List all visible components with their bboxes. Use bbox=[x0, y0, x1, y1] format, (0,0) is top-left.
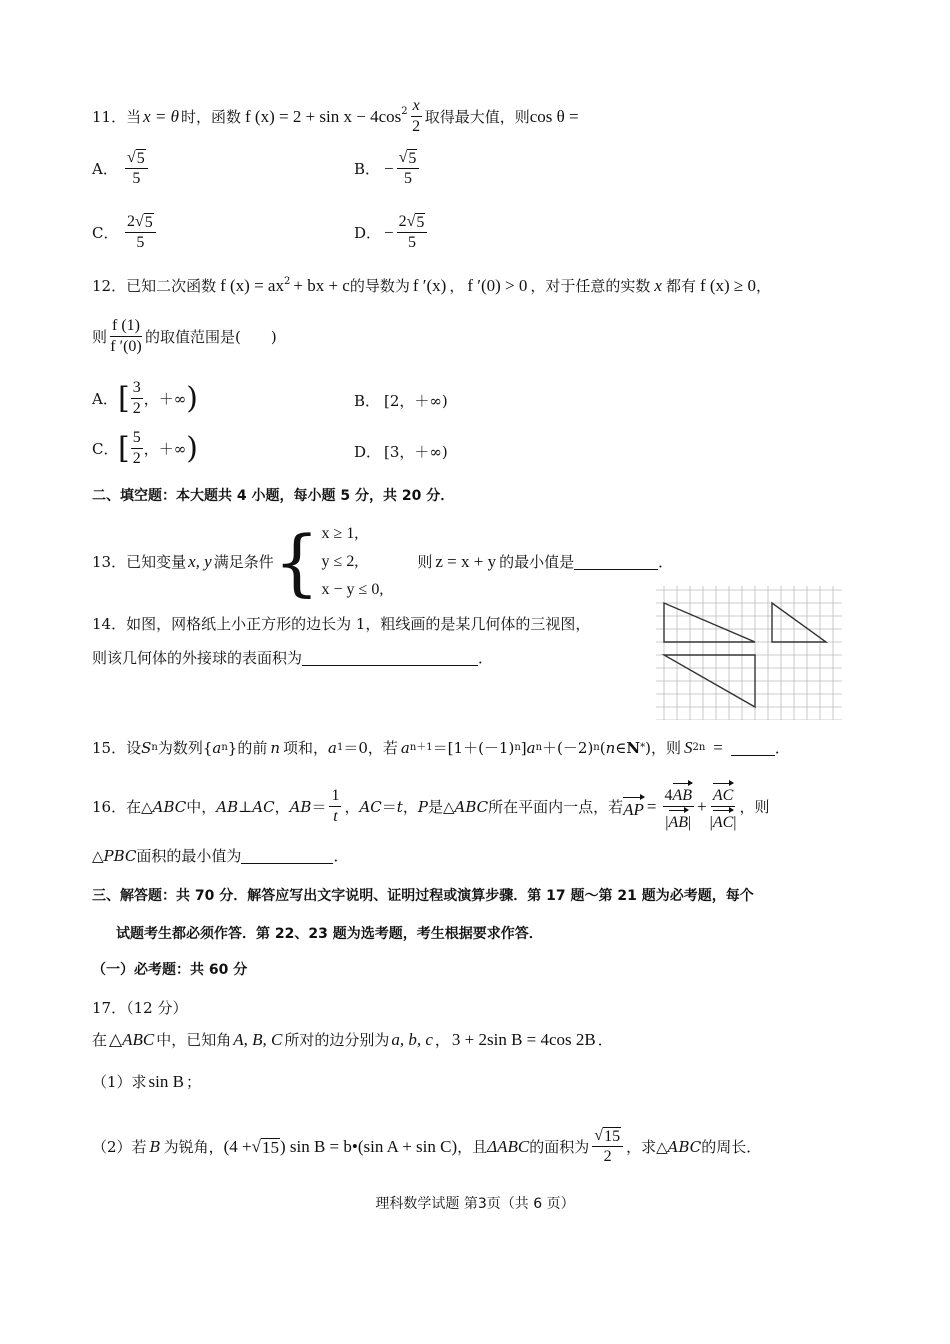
option-a bbox=[92, 148, 151, 189]
text: ＝0，若 bbox=[343, 739, 398, 757]
constraint: x ≥ 1, bbox=[321, 525, 359, 542]
math: f (x) ≥ 0 bbox=[699, 276, 757, 295]
denominator: 2 bbox=[603, 1148, 612, 1165]
math: z = x + y bbox=[435, 552, 497, 571]
constraints bbox=[322, 524, 384, 600]
math: t bbox=[396, 797, 403, 816]
subscript: n bbox=[151, 742, 158, 753]
question-number: 11． bbox=[92, 107, 127, 126]
subscript: n bbox=[221, 742, 228, 753]
numerator bbox=[397, 148, 420, 169]
text: 已知二次函数 bbox=[126, 277, 217, 295]
sqrt-sign: √ bbox=[594, 1127, 604, 1144]
numerator: f (1) bbox=[110, 316, 142, 337]
option-label: A． bbox=[92, 159, 118, 178]
math: n bbox=[605, 739, 616, 757]
sqrt bbox=[252, 1137, 280, 1157]
fraction bbox=[592, 1126, 623, 1167]
math: + bbox=[697, 796, 707, 816]
text: 为锐角， bbox=[163, 1137, 224, 1156]
exponent: n bbox=[514, 742, 521, 753]
text: ⊥ bbox=[238, 797, 253, 816]
denominator: |AB| bbox=[665, 807, 691, 833]
fraction bbox=[411, 96, 422, 137]
text: ， bbox=[434, 1031, 450, 1049]
text: ，则 bbox=[739, 797, 770, 816]
text: 中，已知角 bbox=[156, 1031, 232, 1049]
math: n bbox=[270, 739, 281, 757]
bracket: [ bbox=[118, 380, 130, 416]
text: 当 bbox=[126, 107, 142, 126]
text: 的导数为 bbox=[349, 277, 410, 295]
math: P bbox=[417, 797, 428, 816]
text: 所在平面内一点，若 bbox=[488, 797, 624, 816]
math: S bbox=[141, 739, 152, 757]
text: 满足条件 bbox=[213, 553, 274, 571]
math: AC bbox=[252, 797, 275, 816]
radicand: 15 bbox=[261, 1137, 279, 1157]
math: AB bbox=[216, 797, 239, 816]
sqrt-sign: √ bbox=[127, 149, 136, 166]
math: AB bbox=[289, 797, 312, 816]
answer-blank[interactable] bbox=[731, 741, 775, 756]
text: ，＋∞ bbox=[143, 439, 187, 458]
math: = bbox=[713, 738, 723, 757]
vector-ac: AC bbox=[713, 807, 733, 833]
math: cos θ = bbox=[529, 106, 579, 126]
radicand: 5 bbox=[144, 214, 153, 231]
text: }的前 bbox=[227, 739, 268, 757]
vector-ab: AB bbox=[673, 780, 693, 806]
constraint-system bbox=[273, 520, 384, 604]
text: 的面积为 bbox=[529, 1137, 590, 1156]
option-label: D． bbox=[354, 443, 382, 461]
text: ＝ bbox=[311, 797, 327, 816]
text: 则 bbox=[92, 327, 108, 346]
option-b bbox=[354, 148, 422, 189]
option-label: B． bbox=[354, 392, 381, 410]
question-number: 16． bbox=[92, 797, 127, 816]
math: ABC bbox=[667, 1137, 702, 1156]
text: ＝[1＋(－1) bbox=[432, 739, 515, 757]
question-number: 15． bbox=[92, 739, 127, 757]
constraint: y ≤ 2, bbox=[321, 553, 359, 570]
text: [2，＋∞) bbox=[384, 392, 448, 410]
math: AC bbox=[359, 797, 382, 816]
question-14 bbox=[92, 614, 590, 634]
math: A, B, C bbox=[233, 1030, 283, 1049]
fraction bbox=[131, 428, 143, 469]
question-13 bbox=[92, 520, 674, 604]
option-b bbox=[354, 391, 448, 411]
text: （2）若 bbox=[92, 1137, 147, 1156]
sqrt-sign: √ bbox=[135, 213, 144, 230]
option-label: C． bbox=[92, 223, 119, 242]
vector-ab: AB bbox=[669, 807, 689, 833]
denominator: 5 bbox=[136, 234, 145, 251]
subsection-heading: （一）必考题：共 60 分 bbox=[92, 962, 248, 978]
option-d bbox=[354, 212, 430, 253]
exponent: * bbox=[640, 742, 646, 753]
question-17-part1 bbox=[92, 1072, 201, 1092]
text: 都有 bbox=[665, 277, 696, 295]
side-view bbox=[772, 603, 826, 642]
math: S bbox=[683, 738, 693, 757]
math: B bbox=[149, 1137, 161, 1156]
radicand: 5 bbox=[416, 214, 425, 231]
question-12-line2 bbox=[92, 316, 277, 357]
fraction bbox=[125, 212, 156, 253]
fraction bbox=[397, 148, 420, 189]
option-d bbox=[354, 442, 448, 462]
numerator: x bbox=[411, 96, 422, 117]
math: ABC bbox=[152, 797, 187, 816]
text: 所对的边分别为 bbox=[284, 1031, 390, 1049]
fraction bbox=[397, 212, 428, 253]
denominator: 5 bbox=[403, 170, 412, 187]
numerator: 1 bbox=[329, 786, 341, 807]
page-footer: 理科数学试题 第3页（共 6 页） bbox=[375, 1196, 575, 1212]
text: ， bbox=[402, 797, 418, 816]
question-16-line2 bbox=[92, 846, 348, 866]
subscript: 2n bbox=[692, 742, 706, 753]
text: ． bbox=[333, 847, 349, 865]
text: 的最小值是 bbox=[499, 553, 575, 571]
math: (4 + bbox=[223, 1136, 252, 1156]
text: 中， bbox=[186, 797, 217, 816]
text: ， bbox=[274, 797, 290, 816]
math: sin B bbox=[148, 1072, 184, 1091]
sqrt-sign: √ bbox=[398, 149, 408, 166]
text: ∈ bbox=[615, 739, 627, 757]
question-16 bbox=[92, 780, 770, 833]
fraction bbox=[131, 378, 143, 419]
math: x bbox=[654, 276, 662, 295]
fraction bbox=[329, 786, 341, 827]
text: ， bbox=[756, 277, 772, 295]
text: ， bbox=[344, 797, 360, 816]
math: 3 + 2sin B = 4cos 2B bbox=[451, 1030, 596, 1049]
text: ． bbox=[774, 739, 790, 757]
section-heading: 三、解答题：共 70 分．解答应写出文字说明、证明过程或演算步骤．第 17 题～第 21 题为必考题，每个 bbox=[92, 888, 754, 904]
text: 已知变量 bbox=[126, 553, 187, 571]
question-17-header: 17．（12 分） bbox=[92, 999, 188, 1017]
math: x, y bbox=[188, 552, 212, 571]
radicand: 5 bbox=[408, 150, 417, 167]
text: 取得最大值，则 bbox=[424, 107, 530, 126]
denominator: t bbox=[333, 808, 338, 825]
exponent: 2 bbox=[401, 105, 408, 117]
question-15 bbox=[92, 738, 790, 758]
math: = bbox=[646, 796, 657, 816]
math: f (x) = ax bbox=[220, 276, 284, 295]
math: a bbox=[212, 739, 222, 757]
numerator: 5 bbox=[131, 428, 143, 449]
answer-blank[interactable] bbox=[302, 651, 478, 666]
text: ＝ bbox=[381, 797, 397, 816]
option-a bbox=[92, 378, 198, 419]
math: f ′(x) bbox=[412, 276, 447, 295]
three-view-figure bbox=[656, 586, 842, 720]
fraction bbox=[710, 780, 737, 833]
coefficient: 2 bbox=[127, 213, 135, 230]
math: a, b, c bbox=[391, 1030, 433, 1049]
text: 如图，网格纸上小正方形的边长为 1，粗线画的是某几何体的三视图， bbox=[126, 615, 591, 633]
math: + bx + c bbox=[293, 276, 350, 295]
text: 则 bbox=[417, 553, 433, 571]
denominator: 2 bbox=[412, 118, 421, 135]
grid-lines bbox=[656, 586, 842, 720]
bracket: ) bbox=[186, 380, 198, 416]
math: ABC bbox=[454, 797, 489, 816]
subscript: n＋1 bbox=[409, 742, 433, 753]
numerator bbox=[397, 212, 428, 233]
text: 的周长． bbox=[701, 1137, 762, 1156]
text: ( bbox=[599, 739, 606, 757]
subscript: n bbox=[535, 742, 543, 753]
option-c bbox=[92, 428, 198, 469]
vector-ap: AP bbox=[623, 794, 644, 820]
text: ，＋∞ bbox=[143, 389, 187, 408]
denominator: |AC| bbox=[710, 807, 737, 833]
text: 时，函数 bbox=[180, 107, 241, 126]
question-12 bbox=[92, 276, 771, 296]
text: 在 bbox=[92, 1031, 108, 1049]
text: 的取值范围是( ) bbox=[145, 327, 277, 346]
math: f (x) = 2 + sin x − 4cos bbox=[245, 106, 402, 126]
numerator bbox=[711, 780, 735, 807]
text: ] bbox=[520, 739, 527, 757]
radicand: 15 bbox=[604, 1128, 621, 1145]
question-14-line2 bbox=[92, 648, 493, 668]
math: ΔABC bbox=[487, 1136, 530, 1156]
question-11 bbox=[92, 96, 579, 137]
answer-blank[interactable] bbox=[574, 555, 658, 570]
text: ． bbox=[478, 649, 494, 667]
denominator: 2 bbox=[132, 450, 141, 467]
math: N bbox=[626, 739, 641, 757]
math: a bbox=[526, 739, 536, 757]
numerator bbox=[663, 780, 695, 807]
subscript: 1 bbox=[336, 742, 344, 753]
sign: − bbox=[384, 222, 394, 242]
text: ，且 bbox=[457, 1137, 488, 1156]
sign: − bbox=[384, 158, 394, 178]
math: f ′(0) > 0 bbox=[467, 276, 528, 295]
denominator: 5 bbox=[132, 170, 141, 187]
question-number: 12． bbox=[92, 277, 127, 295]
brace: { bbox=[273, 520, 320, 604]
vector-ac: AC bbox=[713, 780, 733, 806]
text: ，求△ bbox=[626, 1137, 668, 1156]
question-17-part2 bbox=[92, 1126, 761, 1167]
bracket: ) bbox=[186, 430, 198, 466]
answer-blank[interactable] bbox=[241, 849, 333, 864]
math: △ABC bbox=[109, 1030, 155, 1049]
text: ． bbox=[597, 1031, 613, 1049]
text: （1）求 bbox=[92, 1073, 147, 1091]
math: PBC bbox=[103, 847, 137, 865]
option-label: C． bbox=[92, 439, 119, 458]
math: a bbox=[400, 739, 410, 757]
fraction bbox=[125, 148, 148, 189]
math: a bbox=[328, 739, 337, 757]
text: ， bbox=[449, 277, 465, 295]
denominator: f ′(0) bbox=[110, 338, 142, 355]
section-heading-cont: 试题考生都必须作答．第 22、23 题为选考题，考生根据要求作答． bbox=[116, 926, 543, 942]
text: 是△ bbox=[427, 797, 455, 816]
constraint: x − y ≤ 0, bbox=[321, 581, 384, 598]
numerator: 3 bbox=[131, 378, 143, 399]
text: 则该几何体的外接球的表面积为 bbox=[92, 649, 303, 667]
coefficient: 4 bbox=[664, 787, 673, 804]
text: 面积的最小值为 bbox=[136, 847, 242, 865]
radicand: 5 bbox=[136, 150, 145, 167]
text: 为数列{ bbox=[157, 739, 213, 757]
math: ) sin B = b•(sin A + sin C) bbox=[279, 1136, 458, 1156]
sqrt-sign: √ bbox=[406, 213, 416, 230]
text: ＋(－2) bbox=[542, 739, 594, 757]
text: 设 bbox=[126, 739, 142, 757]
text: [3，＋∞) bbox=[384, 443, 448, 461]
exponent: 2 bbox=[283, 276, 291, 287]
text: ； bbox=[185, 1073, 201, 1091]
question-number: 13． bbox=[92, 553, 127, 571]
front-view bbox=[664, 603, 755, 642]
coefficient: 2 bbox=[398, 213, 407, 230]
denominator: 5 bbox=[407, 234, 416, 251]
numerator bbox=[125, 148, 148, 169]
fraction bbox=[663, 780, 695, 833]
numerator bbox=[125, 212, 156, 233]
text: 在△ bbox=[126, 797, 153, 816]
option-label: B． bbox=[354, 159, 381, 178]
fraction bbox=[110, 316, 142, 357]
text: 项和， bbox=[283, 739, 329, 757]
question-17 bbox=[92, 1030, 613, 1050]
exponent: n bbox=[593, 742, 600, 753]
numerator bbox=[592, 1126, 623, 1147]
math: x = θ bbox=[143, 106, 179, 126]
question-number: 14． bbox=[92, 615, 127, 633]
section-heading: 二、填空题：本大题共 4 小题，每小题 5 分，共 20 分． bbox=[92, 488, 455, 504]
text: ． bbox=[658, 553, 674, 571]
text: )，则 bbox=[645, 739, 681, 757]
text: △ bbox=[92, 847, 104, 865]
option-label: D． bbox=[354, 223, 382, 242]
sqrt-sign: √ bbox=[251, 1136, 261, 1156]
option-c bbox=[92, 212, 159, 253]
bracket: [ bbox=[118, 430, 130, 466]
option-label: A． bbox=[92, 389, 118, 408]
denominator: 2 bbox=[132, 400, 141, 417]
text: ，对于任意的实数 bbox=[530, 277, 651, 295]
